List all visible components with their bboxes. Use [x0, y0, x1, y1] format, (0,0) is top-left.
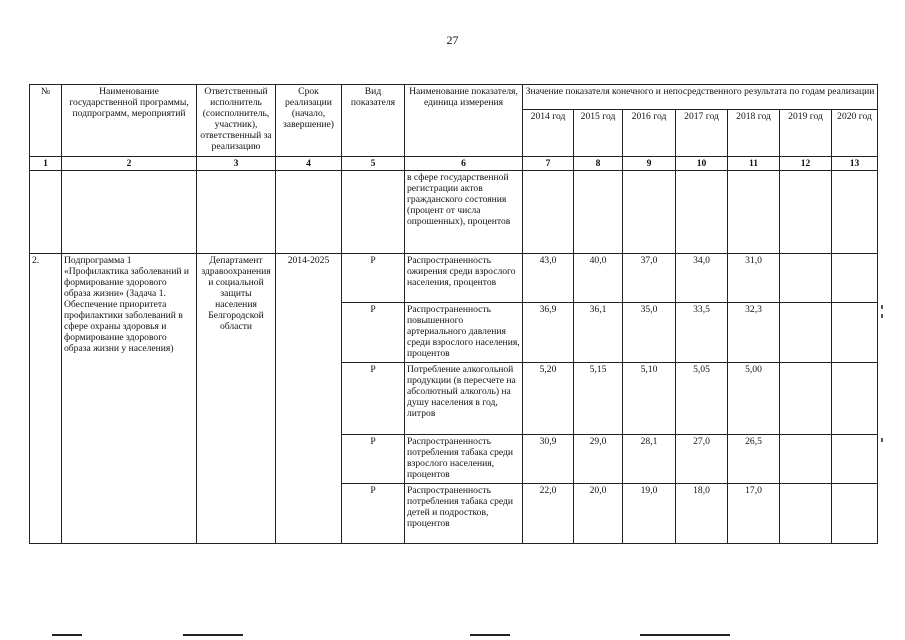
scan-artifact: [881, 305, 883, 309]
value-cell: 40,0: [574, 254, 623, 303]
value-cell: 34,0: [676, 254, 728, 303]
column-number: 1: [30, 157, 62, 171]
value-cell: 5,15: [574, 363, 623, 435]
value-cell: 5,20: [523, 363, 574, 435]
scan-artifact: [881, 438, 883, 442]
value-cell: 33,5: [676, 303, 728, 363]
column-number: 7: [523, 157, 574, 171]
value-cell: [832, 303, 878, 363]
value-cell: 22,0: [523, 484, 574, 544]
column-number: 4: [276, 157, 342, 171]
column-number: 2: [62, 157, 197, 171]
header-values-group: Значение показателя конечного и непосредственного результата по годам реализации: [523, 85, 878, 110]
indicator-type-cell: Р: [342, 303, 405, 363]
scan-artifact: [881, 314, 883, 318]
header-year: 2014 год: [523, 110, 574, 157]
value-cell: 43,0: [523, 254, 574, 303]
column-number: 13: [832, 157, 878, 171]
header-year: 2018 год: [728, 110, 780, 157]
value-cell: [832, 254, 878, 303]
column-number: 11: [728, 157, 780, 171]
column-number: 8: [574, 157, 623, 171]
executor-cell: Департамент здравоохранения и социальной защиты населения Белгородской области: [197, 254, 276, 544]
value-cell: 36,1: [574, 303, 623, 363]
value-cell: [832, 484, 878, 544]
header-year: 2016 год: [623, 110, 676, 157]
value-cell: 31,0: [728, 254, 780, 303]
value-cell: 26,5: [728, 435, 780, 484]
column-number: 6: [405, 157, 523, 171]
header-indicator-name: Наименование показателя, единица измерения: [405, 85, 523, 157]
indicator-name-cell: Распространенность потребления табака среди взрослого населения, процентов: [405, 435, 523, 484]
column-number: 3: [197, 157, 276, 171]
header-name: Наименование государственной программы, подпрограмм, мероприятий: [62, 85, 197, 157]
value-cell: [780, 435, 832, 484]
indicator-name-cell: Распространенность ожирения среди взрослого населения, процентов: [405, 254, 523, 303]
indicator-type-cell: Р: [342, 435, 405, 484]
period-cell: 2014-2025: [276, 254, 342, 544]
value-cell: 30,9: [523, 435, 574, 484]
header-year: 2015 год: [574, 110, 623, 157]
indicator-name-cell: Потребление алкогольной продукции (в пересчете на абсолютный алкоголь) на душу населения в год, литров: [405, 363, 523, 435]
page-number: 27: [446, 33, 459, 47]
value-cell: 28,1: [623, 435, 676, 484]
value-cell: 19,0: [623, 484, 676, 544]
header-num: №: [30, 85, 62, 157]
value-cell: 5,05: [676, 363, 728, 435]
scan-artifact: [183, 634, 243, 636]
table-row: [30, 254, 878, 303]
header-period: Срок реализации (начало, завершение): [276, 85, 342, 157]
indicators-table: [29, 84, 878, 544]
header-year: 2020 год: [832, 110, 878, 157]
value-cell: 35,0: [623, 303, 676, 363]
column-numbers-row: [30, 157, 878, 171]
indicator-name-cell: в сфере государственной регистрации актов гражданского состояния (процент от числа опрошенных), процентов: [405, 171, 523, 254]
value-cell: 29,0: [574, 435, 623, 484]
column-number: 10: [676, 157, 728, 171]
value-cell: 20,0: [574, 484, 623, 544]
scan-artifact: [52, 634, 82, 636]
value-cell: [780, 303, 832, 363]
indicator-type-cell: Р: [342, 363, 405, 435]
header-indicator-type: Вид показателя: [342, 85, 405, 157]
scan-artifact: [640, 634, 730, 636]
indicator-name-cell: Распространенность потребления табака среди детей и подростков, процентов: [405, 484, 523, 544]
value-cell: 37,0: [623, 254, 676, 303]
value-cell: [780, 363, 832, 435]
scan-artifact: [470, 634, 510, 636]
header-year: 2017 год: [676, 110, 728, 157]
header-row-top: [30, 85, 878, 110]
value-cell: 18,0: [676, 484, 728, 544]
value-cell: 5,10: [623, 363, 676, 435]
value-cell: 27,0: [676, 435, 728, 484]
value-cell: [780, 484, 832, 544]
table-row-continuation: [30, 171, 878, 254]
column-number: 9: [623, 157, 676, 171]
value-cell: 5,00: [728, 363, 780, 435]
indicator-type-cell: Р: [342, 254, 405, 303]
value-cell: 17,0: [728, 484, 780, 544]
section-number: 2.: [30, 254, 62, 544]
subprogram-name: Подпрограмма 1 «Профилактика заболеваний и формирование здорового образа жизни» (Задача 1. Обеспечение приоритета профилактики заболеваний в сфере охраны здоровья и формирование здорового образа жизни у населения): [62, 254, 197, 544]
indicator-type-cell: Р: [342, 484, 405, 544]
indicator-name-cell: Распространенность повышенного артериального давления среди взрослого населения, процентов: [405, 303, 523, 363]
value-cell: [832, 363, 878, 435]
column-number: 5: [342, 157, 405, 171]
value-cell: 32,3: [728, 303, 780, 363]
column-number: 12: [780, 157, 832, 171]
value-cell: 36,9: [523, 303, 574, 363]
header-executor: Ответственный исполнитель (соисполнитель, участник), ответственный за реализацию: [197, 85, 276, 157]
value-cell: [780, 254, 832, 303]
header-year: 2019 год: [780, 110, 832, 157]
value-cell: [832, 435, 878, 484]
